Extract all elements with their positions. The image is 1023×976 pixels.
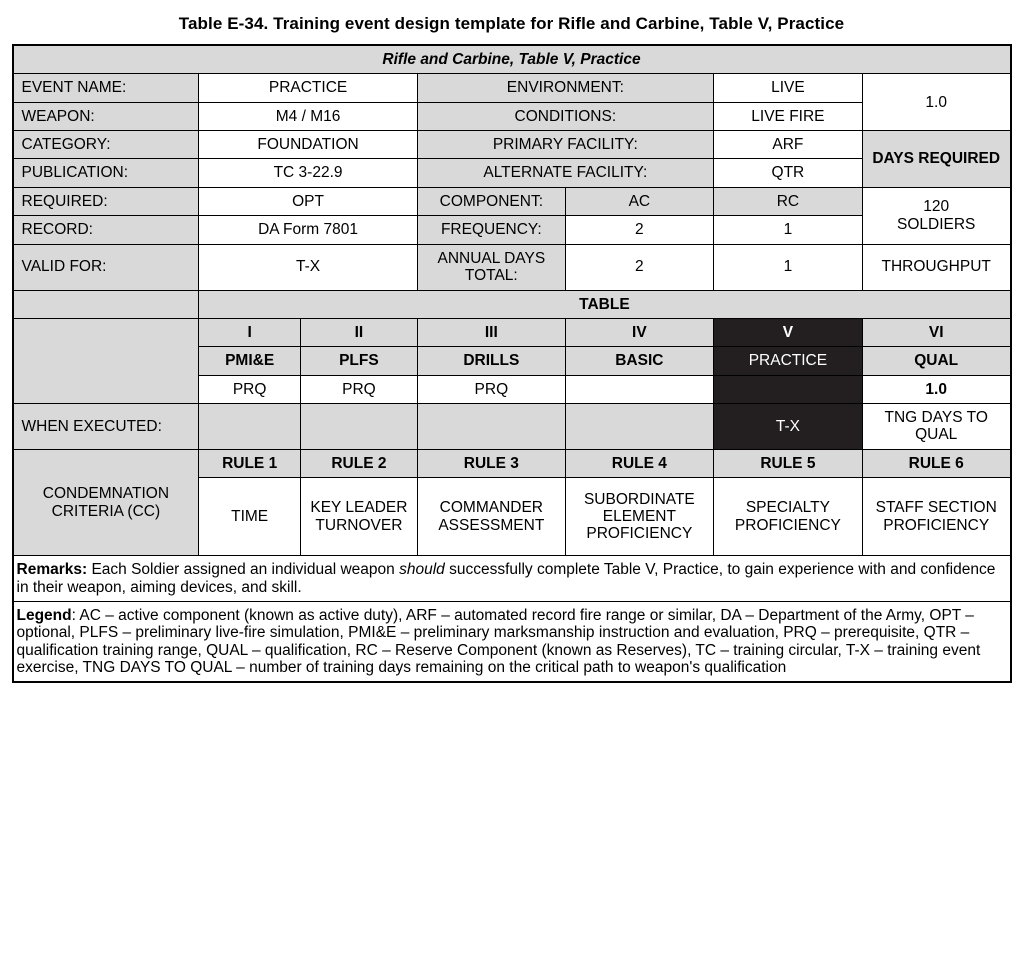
- label-valid-for: VALID FOR:: [13, 244, 199, 290]
- label-weapon: WEAPON:: [13, 102, 199, 130]
- value-event-name: PRACTICE: [199, 74, 418, 102]
- label-component: COMPONENT:: [417, 187, 565, 215]
- prereq-ii: PRQ: [301, 375, 418, 403]
- when-executed-v: T-X: [713, 403, 862, 449]
- label-environment: ENVIRONMENT:: [417, 74, 713, 102]
- legend-label: Legend: [16, 607, 72, 625]
- table-numeral-ii: II: [301, 318, 418, 346]
- label-when-executed: WHEN EXECUTED:: [13, 403, 199, 449]
- value-annual-days-ac: 2: [565, 244, 713, 290]
- row-event-name: [13, 74, 1011, 102]
- value-soldiers: [862, 187, 1010, 244]
- soldiers-label: SOLDIERS: [897, 215, 976, 233]
- table-name-basic: BASIC: [565, 347, 713, 375]
- rule-5-header: RULE 5: [713, 449, 862, 477]
- table-name-plfs: PLFS: [301, 347, 418, 375]
- table-title: Rifle and Carbine, Table V, Practice: [13, 45, 1011, 74]
- label-category: CATEGORY:: [13, 131, 199, 159]
- row-legend: [13, 602, 1011, 683]
- label-primary-facility: PRIMARY FACILITY:: [417, 131, 713, 159]
- value-primary-facility: ARF: [713, 131, 862, 159]
- row-weapon: [13, 102, 1011, 130]
- label-alternate-facility: ALTERNATE FACILITY:: [417, 159, 713, 187]
- value-required: OPT: [199, 187, 418, 215]
- value-alternate-facility: QTR: [713, 159, 862, 187]
- rule-4-header: RULE 4: [565, 449, 713, 477]
- row-when-executed: [13, 403, 1011, 449]
- value-conditions: LIVE FIRE: [713, 102, 862, 130]
- prereq-iii: PRQ: [417, 375, 565, 403]
- training-event-design-table: [12, 44, 1012, 683]
- row-condemnation-rules: [13, 449, 1011, 477]
- value-frequency-ac: 2: [565, 216, 713, 244]
- when-executed-vi: TNG DAYS TO QUAL: [862, 403, 1010, 449]
- label-publication: PUBLICATION:: [13, 159, 199, 187]
- value-environment: LIVE: [713, 74, 862, 102]
- rule-3-value: COMMANDER ASSESSMENT: [417, 478, 565, 556]
- value-days-required: 1.0: [862, 74, 1010, 131]
- when-executed-ii: [301, 403, 418, 449]
- prereq-iv: [565, 375, 713, 403]
- rule-6-value: STAFF SECTION PROFICIENCY: [862, 478, 1010, 556]
- label-event-name: EVENT NAME:: [13, 74, 199, 102]
- table-header-label: TABLE: [199, 290, 1011, 318]
- table-header-spacer: [13, 290, 199, 318]
- table-name-pmie: PMI&E: [199, 347, 301, 375]
- table-numeral-vi: VI: [862, 318, 1010, 346]
- label-annual-days-total: ANNUAL DAYS TOTAL:: [417, 244, 565, 290]
- rule-1-header: RULE 1: [199, 449, 301, 477]
- value-publication: TC 3-22.9: [199, 159, 418, 187]
- row-record: [13, 216, 1011, 244]
- rule-1-value: TIME: [199, 478, 301, 556]
- rule-2-header: RULE 2: [301, 449, 418, 477]
- soldiers-count: 120: [923, 198, 950, 216]
- remarks-text-1: Each Soldier assigned an individual weapon: [87, 561, 400, 579]
- value-category: FOUNDATION: [199, 131, 418, 159]
- row-category: [13, 131, 1011, 159]
- table-numerals-spacer: [13, 318, 199, 403]
- label-days-required: DAYS REQUIRED: [862, 131, 1010, 188]
- legend-text: : AC – active component (known as active duty), ARF – automated record fire range or similar, DA – Department of the Army, OPT – optional, PLFS – preliminary live-fire simulation, PMI&E – preliminary marksmanship instruction and evaluation, PRQ – prerequisite, QTR – qualification training range, QUAL – qualification, RC – Reserve Component (known as Reserves), TC – training circular, T-X – training event exercise, TNG DAYS TO QUAL – number of training days remaining on the critical path to weapon's qualification: [16, 607, 981, 677]
- value-weapon: M4 / M16: [199, 102, 418, 130]
- label-frequency: FREQUENCY:: [417, 216, 565, 244]
- value-valid-for: T-X: [199, 244, 418, 290]
- when-executed-iii: [417, 403, 565, 449]
- label-throughput: THROUGHPUT: [862, 244, 1010, 290]
- value-frequency-rc: 1: [713, 216, 862, 244]
- rule-2-value: KEY LEADER TURNOVER: [301, 478, 418, 556]
- remarks-cell: [13, 556, 1011, 602]
- table-name-qual: QUAL: [862, 347, 1010, 375]
- row-table-header: [13, 290, 1011, 318]
- legend-cell: [13, 602, 1011, 683]
- table-numeral-i: I: [199, 318, 301, 346]
- when-executed-i: [199, 403, 301, 449]
- remarks-emphasis: should: [399, 561, 445, 579]
- table-numeral-iv: IV: [565, 318, 713, 346]
- value-annual-days-rc: 1: [713, 244, 862, 290]
- label-record: RECORD:: [13, 216, 199, 244]
- value-component-rc: RC: [713, 187, 862, 215]
- table-caption: Table E-34. Training event design template for Rifle and Carbine, Table V, Practice: [178, 14, 845, 33]
- rule-6-header: RULE 6: [862, 449, 1010, 477]
- table-numeral-v: V: [713, 318, 862, 346]
- label-condemnation-criteria: CONDEMNATION CRITERIA (CC): [13, 449, 199, 555]
- value-record: DA Form 7801: [199, 216, 418, 244]
- label-conditions: CONDITIONS:: [417, 102, 713, 130]
- row-valid-for: [13, 244, 1011, 290]
- prereq-vi: 1.0: [862, 375, 1010, 403]
- row-publication: [13, 159, 1011, 187]
- prereq-v: [713, 375, 862, 403]
- table-title-row: [13, 45, 1011, 74]
- rule-5-value: SPECIALTY PROFICIENCY: [713, 478, 862, 556]
- when-executed-iv: [565, 403, 713, 449]
- rule-4-value: SUBORDINATE ELEMENT PROFICIENCY: [565, 478, 713, 556]
- row-remarks: [13, 556, 1011, 602]
- remarks-text-2: successfully complete Table V, Practice, to gain experience with and confidence in their weapon, aiming devices, and skill.: [16, 561, 996, 596]
- table-name-drills: DRILLS: [417, 347, 565, 375]
- prereq-i: PRQ: [199, 375, 301, 403]
- table-numeral-iii: III: [417, 318, 565, 346]
- row-required: [13, 187, 1011, 215]
- remarks-label: Remarks:: [16, 561, 88, 579]
- row-table-numerals: [13, 318, 1011, 346]
- table-name-practice: PRACTICE: [713, 347, 862, 375]
- value-component-ac: AC: [565, 187, 713, 215]
- label-required: REQUIRED:: [13, 187, 199, 215]
- rule-3-header: RULE 3: [417, 449, 565, 477]
